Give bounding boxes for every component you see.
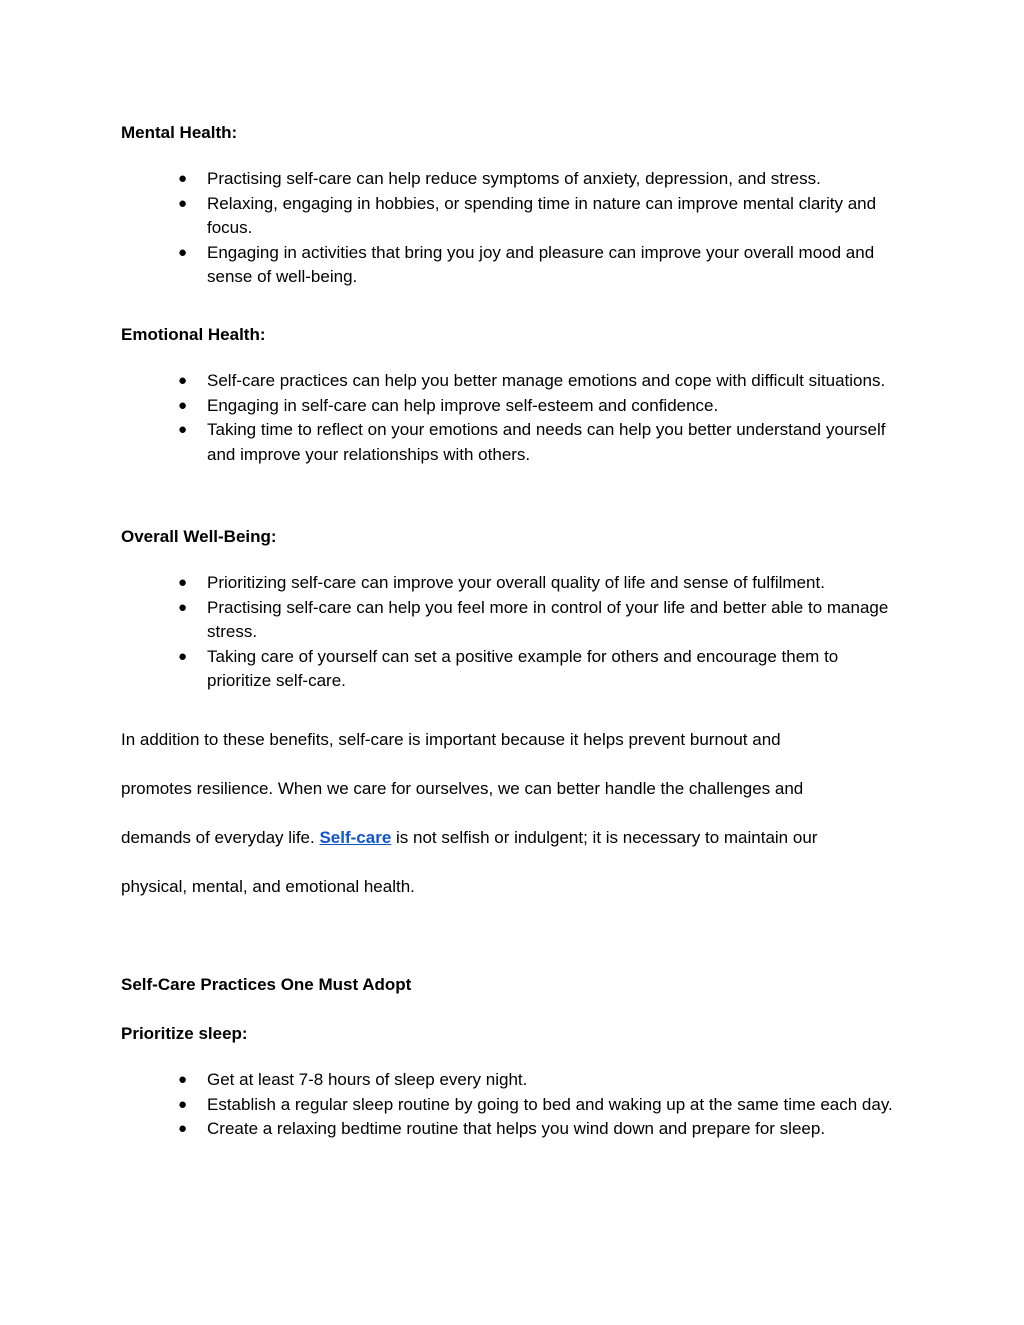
bullet-icon: ● bbox=[178, 421, 188, 438]
paragraph-line: In addition to these benefits, self-care is important because it helps prevent burnout and bbox=[121, 730, 781, 749]
bullet-icon: ● bbox=[178, 647, 188, 665]
list-item: ● Taking care of yourself can set a positive example for others and encourage them to prioritize self-care. bbox=[178, 646, 839, 690]
list-overall-well-being bbox=[0, 571, 1024, 694]
list-item: ● Taking time to reflect on your emotions and needs can help you better understand yourself and improve your relationships with others. bbox=[178, 420, 886, 464]
bullet-icon: ● bbox=[178, 598, 188, 616]
list-item: ● Practising self-care can help reduce symptoms of anxiety, depression, and stress. bbox=[0, 167, 897, 192]
bullet-icon: ● bbox=[178, 372, 188, 389]
list-item: ● Engaging in activities that bring you joy and pleasure can improve your overall mood and sense of well-being. bbox=[178, 242, 875, 286]
bullet-icon: ● bbox=[178, 1120, 188, 1137]
list-item: ● Engaging in self-care can help improve self-esteem and confidence. bbox=[0, 394, 897, 419]
list-item: ● Establish a regular sleep routine by going to bed and waking up at the same time each day. bbox=[0, 1093, 897, 1118]
list-item: ● Create a relaxing bedtime routine that helps you wind down and prepare for sleep. bbox=[0, 1117, 897, 1142]
bullet-icon: ● bbox=[178, 1071, 188, 1088]
paragraph-line: promotes resilience. When we care for ourselves, we can better handle the challenges and bbox=[121, 779, 804, 798]
heading-self-care-practices: Self-Care Practices One Must Adopt bbox=[121, 975, 412, 994]
bullet-icon: ● bbox=[178, 243, 188, 261]
bullet-icon: ● bbox=[178, 170, 188, 187]
list-emotional-health bbox=[0, 369, 1024, 467]
list-item: ● Self-care practices can help you better manage emotions and cope with difficult situations. bbox=[0, 369, 897, 394]
heading-prioritize-sleep: Prioritize sleep: bbox=[121, 1024, 248, 1043]
self-care-link[interactable]: Self-care bbox=[319, 828, 392, 847]
heading-emotional-health: Emotional Health: bbox=[121, 325, 266, 344]
paragraph-line: demands of everyday life. Self-care is not selfish or indulgent; it is necessary to maintain our bbox=[121, 828, 818, 847]
list-mental-health bbox=[0, 167, 1024, 290]
heading-overall-well-being: Overall Well-Being: bbox=[121, 527, 277, 546]
bullet-icon: ● bbox=[178, 396, 188, 414]
paragraph-line: physical, mental, and emotional health. bbox=[121, 877, 415, 896]
bullet-icon: ● bbox=[178, 574, 188, 591]
list-item: ● Get at least 7-8 hours of sleep every night. bbox=[0, 1068, 897, 1093]
list-prioritize-sleep bbox=[0, 1068, 1024, 1142]
bullet-icon: ● bbox=[178, 1095, 188, 1113]
list-item: ● Relaxing, engaging in hobbies, or spending time in nature can improve mental clarity and focus. bbox=[178, 193, 877, 237]
heading-mental-health: Mental Health: bbox=[121, 123, 238, 142]
bullet-icon: ● bbox=[178, 194, 188, 212]
list-item: ● Prioritizing self-care can improve your overall quality of life and sense of fulfilment. bbox=[0, 571, 897, 596]
list-item: ● Practising self-care can help you feel more in control of your life and better able to manage stress. bbox=[178, 597, 889, 641]
